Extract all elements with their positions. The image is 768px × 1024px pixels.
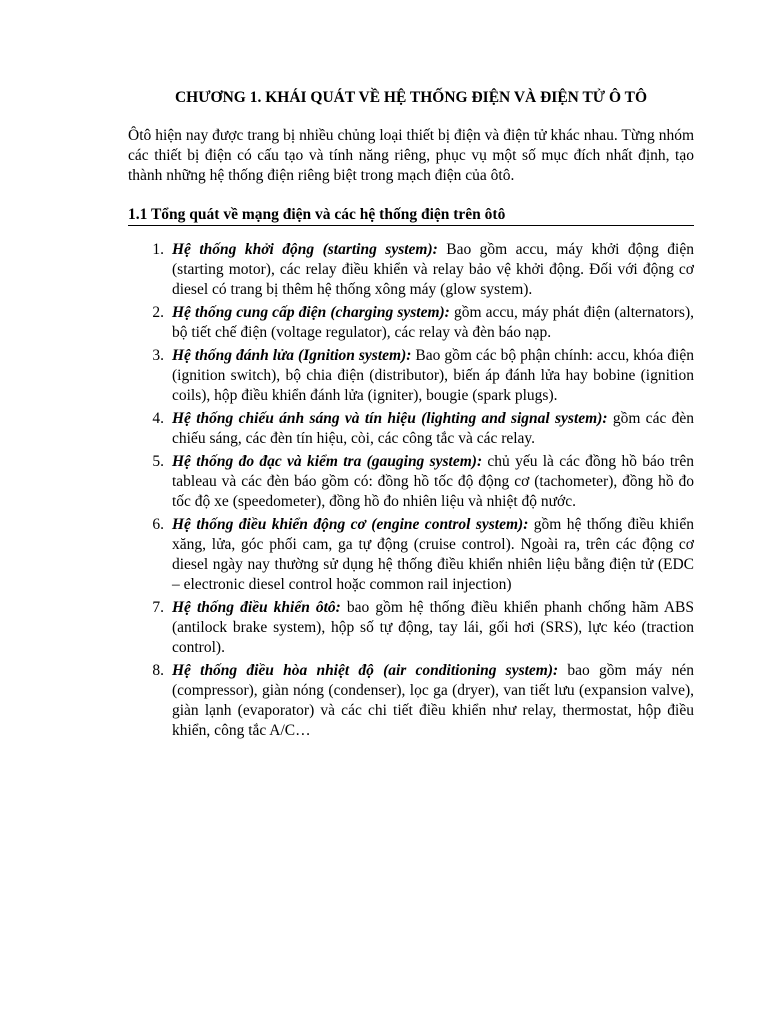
- list-item-number: 8.: [152, 662, 164, 679]
- list-item-body: [172, 346, 694, 406]
- list-item-number: 2.: [152, 304, 164, 321]
- list-item-body: [172, 452, 694, 512]
- list-item-term: Hệ thống cung cấp điện (charging system):: [172, 304, 450, 321]
- list-item: [128, 240, 694, 300]
- list-item-term: Hệ thống điều khiển ôtô:: [172, 599, 341, 616]
- list-item-text: gồm hệ thống điều khiển xăng, lửa, góc phối cam, ga tự động (cruise control). Ngoài ra, trên các động cơ diesel ngày nay thường sử dụng hệ thống điều khiển nhiên liệu bằng điện tử (EDC – electronic diesel control hoặc common rail injection): [172, 516, 694, 593]
- list-item-body: [172, 409, 694, 449]
- list-item-text: chủ yếu là các đồng hồ báo trên tableau và các đèn báo gồm có: đồng hồ tốc độ động cơ (tachometer), đồng hồ đo tốc độ xe (speedometer), đồng hồ đo nhiên liệu và nhiệt độ nước.: [172, 453, 695, 510]
- list-item-text: Bao gồm accu, máy khởi động điện (starting motor), các relay điều khiển và relay bảo vệ khởi động. Đối với động cơ diesel có trang bị thêm hệ thống xông máy (glow system).: [172, 241, 694, 298]
- list-item-term: Hệ thống chiếu ánh sáng và tín hiệu (lighting and signal system):: [172, 410, 608, 427]
- list-item: [128, 409, 694, 449]
- chapter-title: CHƯƠNG 1. KHÁI QUÁT VỀ HỆ THỐNG ĐIỆN VÀ ĐIỆN TỬ Ô TÔ: [174, 89, 648, 106]
- list-item-term: Hệ thống khởi động (starting system):: [172, 241, 438, 258]
- list-item-body: [172, 515, 694, 595]
- list-item: [128, 346, 694, 406]
- list-item-number: 3.: [152, 347, 164, 364]
- list-item-number: 1.: [152, 241, 164, 258]
- list-item-body: [172, 240, 694, 300]
- list-item: [128, 452, 694, 512]
- list-item: [128, 598, 694, 658]
- list-item-number: 4.: [152, 410, 164, 427]
- list-item-text: gồm accu, máy phát điện (alternators), bộ tiết chế điện (voltage regulator), các relay và đèn báo nạp.: [172, 304, 694, 341]
- list-item-body: [172, 598, 694, 658]
- document-page: [128, 88, 694, 744]
- list-item-term: Hệ thống điều khiển động cơ (engine control system):: [172, 516, 529, 533]
- list-item-number: 5.: [152, 453, 164, 470]
- list-item-body: [172, 303, 694, 343]
- list-item-number: 6.: [152, 516, 164, 533]
- intro-paragraph: Ôtô hiện nay được trang bị nhiều chủng loại thiết bị điện và điện tử khác nhau. Từng nhóm các thiết bị điện có cấu tạo và tính năng riêng, phục vụ một số mục đích nhất định, tạo thành những hệ thống điện riêng biệt trong mạch điện của ôtô.: [128, 127, 694, 184]
- list-item-text: Bao gồm các bộ phận chính: accu, khóa điện (ignition switch), bộ chia điện (distributor), biến áp đánh lửa hay bobine (ignition coils), hộp điều khiển đánh lửa (igniter), bougie (spark plugs).: [172, 347, 694, 404]
- section-heading: 1.1 Tổng quát về mạng điện và các hệ thống điện trên ôtô: [128, 205, 694, 226]
- list-item-text: gồm các đèn chiếu sáng, các đèn tín hiệu, còi, các công tắc và các relay.: [172, 410, 695, 447]
- list-item: [128, 515, 694, 595]
- list-item: [128, 661, 694, 741]
- list-item: [128, 303, 694, 343]
- list-item-term: Hệ thống đánh lửa (Ignition system):: [172, 347, 412, 364]
- list-item-text: bao gồm hệ thống điều khiển phanh chống hãm ABS (antilock brake system), hộp số tự động, tay lái, gối hơi (SRS), lực kéo (traction control).: [172, 599, 694, 656]
- list-item-body: [172, 661, 694, 741]
- system-list: [128, 240, 694, 741]
- list-item-term: Hệ thống điều hòa nhiệt độ (air conditioning system):: [172, 662, 559, 679]
- list-item-number: 7.: [152, 599, 164, 616]
- list-item-term: Hệ thống đo đạc và kiểm tra (gauging system):: [172, 453, 483, 470]
- list-item-text: bao gồm máy nén (compressor), giàn nóng (condenser), lọc ga (dryer), van tiết lưu (expansion valve), giàn lạnh (evaporator) và các chi tiết điều khiển như relay, thermostat, hộp điều khiển, công tắc A/C…: [172, 662, 694, 739]
